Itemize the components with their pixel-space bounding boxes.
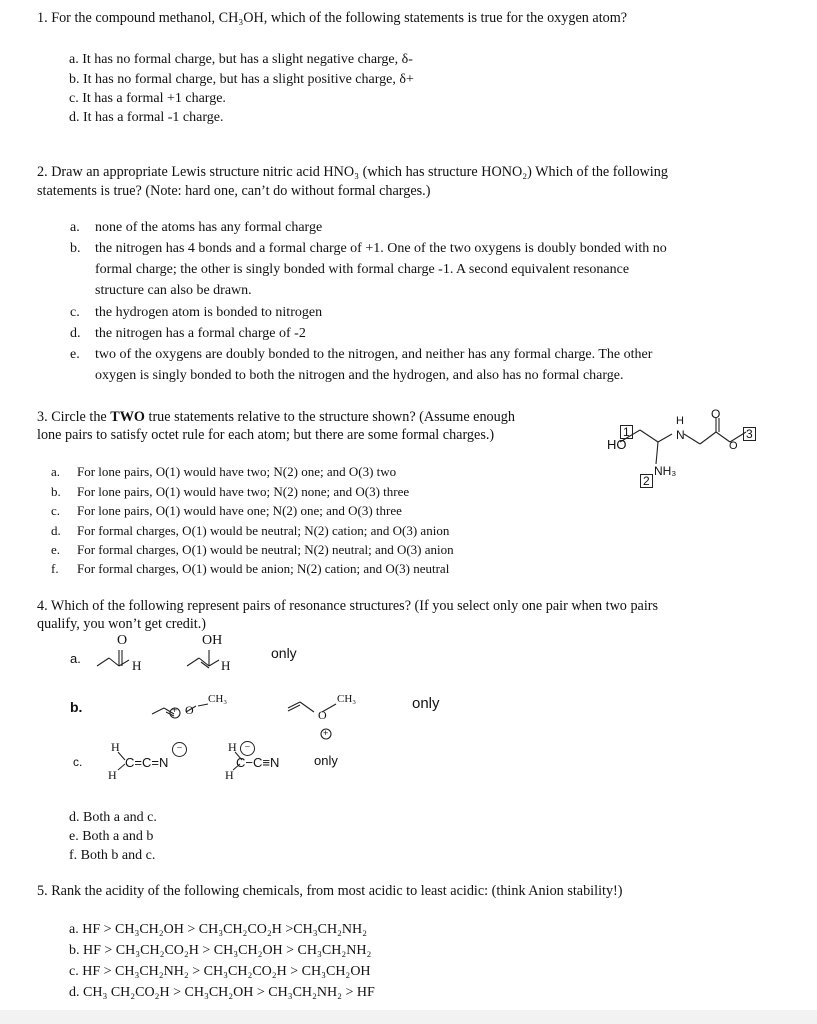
q4-b-ch3-1: CH₃ (208, 693, 228, 705)
q4-c-left-formula: C=C=N (125, 755, 169, 770)
page-bottom-strip (0, 1010, 817, 1024)
q4-c-h-top: H (111, 740, 120, 754)
q3-option-a[interactable]: For lone pairs, O(1) would have two; N(2) one; and O(3) two (77, 464, 397, 479)
q4-option-e[interactable]: e. Both a and b (69, 829, 154, 844)
q2-stem-line2: statements is true? (Note: hard one, can’t do without formal charges.) (37, 183, 431, 199)
q3-n: N (676, 428, 685, 442)
q2-stem-line1: 2. Draw an appropriate Lewis structure nitric acid HNO₃ (which has structure HONO₂) Which of the following (37, 164, 668, 180)
q4-b-only: only (412, 695, 440, 712)
q3-chemical-structure (600, 404, 780, 494)
q3-nh3: NH₃ (654, 464, 677, 478)
q4-stem-line2: qualify, you won’t get credit.) (37, 616, 207, 632)
q1-option-c[interactable]: c. It has a formal +1 charge. (69, 91, 226, 106)
q5-stem: 5. Rank the acidity of the following chemicals, from most acidic to least acidic: (think Anion stability!) (37, 883, 623, 899)
q3-option-f[interactable]: For formal charges, O(1) would be anion; N(2) cation; and O(3) neutral (77, 561, 450, 576)
q4-c-bonds (115, 750, 275, 774)
q4-b-ch3-2: CH₃ (337, 693, 357, 705)
q5-option-a[interactable]: a. HF > CH₃CH₂OH > CH₃CH₂CO₂H >CH₃CH₂NH₂ (69, 922, 368, 937)
q2-option-e-line1[interactable]: two of the oxygens are doubly bonded to the nitrogen, and neither has any formal charge. The other (95, 347, 653, 362)
q5-option-c[interactable]: c. HF > CH₃CH₂NH₂ > CH₃CH₂CO₂H > CH₃CH₂OH (69, 964, 371, 979)
q2-option-a-letter: a. (70, 220, 80, 235)
q3-label-1: 1 (620, 425, 633, 439)
q4-option-d[interactable]: d. Both a and c. (69, 810, 157, 825)
q4-b-plus-2: + (323, 728, 329, 738)
q4-a-h2: H (221, 658, 231, 673)
q2-option-c-letter: c. (70, 305, 80, 320)
q2-option-d[interactable]: the nitrogen has a formal charge of -2 (95, 326, 306, 341)
q4-b-letter[interactable]: b. (70, 699, 83, 715)
q4-stem-line1: 4. Which of the following represent pairs of resonance structures? (If you select only one pair when two pairs (37, 598, 659, 614)
q4-c-minus-1: − (172, 742, 187, 757)
q1-stem: 1. For the compound methanol, CH₃OH, which of the following statements is true for the oxygen atom? (37, 10, 628, 26)
q3-option-d[interactable]: For formal charges, O(1) would be neutral; N(2) cation; and O(3) anion (77, 523, 450, 538)
q3-label-3: 3 (743, 427, 756, 441)
q3-option-e[interactable]: For formal charges, O(1) would be neutral; N(2) neutral; and O(3) anion (77, 542, 454, 557)
q4-a-o: O (117, 633, 128, 648)
q2-option-a[interactable]: none of the atoms has any formal charge (95, 220, 323, 235)
q2-option-b-line1[interactable]: the nitrogen has 4 bonds and a formal charge of +1. One of the two oxygens is doubly bonded with no (95, 241, 667, 256)
q3-option-c[interactable]: For lone pairs, O(1) would have one; N(2) one; and O(3) three (77, 503, 402, 518)
q1-option-b[interactable]: b. It has no formal charge, but has a slight positive charge, δ+ (69, 72, 414, 87)
q4-a-only: only (271, 645, 297, 661)
q4-a-oh: OH (202, 633, 223, 648)
q4-c-minus-2: − (240, 741, 255, 756)
q4-c-letter[interactable]: c. (73, 755, 83, 769)
q4-c-right-formula: C−C≡N (236, 755, 280, 770)
q1-option-d[interactable]: d. It has a formal -1 charge. (69, 110, 224, 125)
q4-b-plus-1: + (172, 705, 178, 715)
q4-option-f[interactable]: f. Both b and c. (69, 848, 156, 863)
q4-c-only: only (314, 753, 338, 768)
q4-a-letter[interactable]: a. (70, 651, 81, 666)
q4-a-h1: H (132, 658, 142, 673)
q2-option-b-line3[interactable]: structure can also be drawn. (95, 283, 252, 298)
q3-option-e-letter: e. (51, 542, 61, 557)
q3-o-right: O (729, 440, 738, 452)
q2-option-d-letter: d. (70, 326, 81, 341)
q3-label-2: 2 (640, 474, 653, 488)
q4-c-h-top2: H (228, 740, 237, 754)
q3-option-b[interactable]: For lone pairs, O(1) would have two; N(2) none; and O(3) three (77, 484, 410, 499)
q2-option-b-letter: b. (70, 241, 81, 256)
q3-option-d-letter: d. (51, 523, 61, 538)
q2-option-b-line2[interactable]: formal charge; the other is singly bonded with formal charge -1. A second equivalent resonance (95, 262, 630, 277)
q5-option-b[interactable]: b. HF > CH₃CH₂CO₂H > CH₃CH₂OH > CH₃CH₂NH₂ (69, 943, 372, 958)
q4-c-h-bot: H (108, 768, 117, 782)
q5-option-d[interactable]: d. CH₃ CH₂CO₂H > CH₃CH₂OH > CH₃CH₂NH₂ > HF (69, 985, 375, 1000)
q3-stem-line1: 3. Circle the TWO true statements relative to the structure shown? (Assume enough (37, 409, 515, 425)
q4-c-h-bot2: H (225, 768, 234, 782)
q3-option-a-letter: a. (51, 464, 61, 479)
q4-b-o1: O (185, 703, 194, 717)
q2-option-c[interactable]: the hydrogen atom is bonded to nitrogen (95, 305, 323, 320)
q4-b-o2: O (318, 708, 327, 722)
q2-option-e-line2[interactable]: oxygen is singly bonded to both the nitrogen and the hydrogen, and also has no formal charge. (95, 368, 624, 383)
q3-o-top: O (711, 407, 721, 421)
q3-option-f-letter: f. (51, 561, 59, 576)
q3-stem-emphasis: TWO (110, 409, 145, 425)
q3-stem-line2: lone pairs to satisfy octet rule for each atom; but there are some formal charges.) (37, 427, 495, 443)
q3-option-b-letter: b. (51, 484, 61, 499)
q1-option-a[interactable]: a. It has no formal charge, but has a slight negative charge, δ- (69, 52, 413, 67)
q3-option-c-letter: c. (51, 503, 61, 518)
q3-h: H (676, 415, 684, 427)
q2-option-e-letter: e. (70, 347, 80, 362)
q3-ho: HO (607, 437, 627, 452)
